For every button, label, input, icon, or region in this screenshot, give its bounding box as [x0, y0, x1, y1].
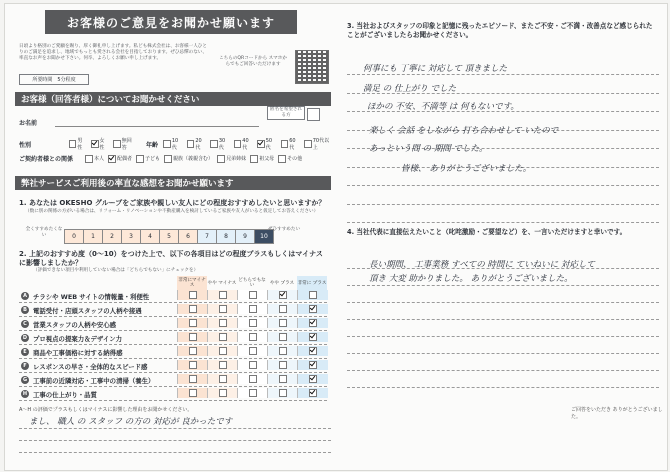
relation-checkbox-1[interactable]	[108, 155, 116, 163]
rating-checkbox[interactable]	[279, 305, 287, 313]
rating-checkbox[interactable]	[219, 333, 227, 341]
gender-label: 性別	[19, 141, 32, 149]
rating-checkbox[interactable]	[219, 375, 227, 383]
rating-checkbox[interactable]	[279, 333, 287, 341]
row-divider	[19, 386, 327, 387]
gender-checkbox-2[interactable]	[113, 140, 121, 148]
age-option[interactable]	[210, 138, 229, 151]
q4-text: 4. 当社代表に直接伝えたいこと（叱咤激励・ご要望など）を、一言いただけますと幸いです。	[347, 228, 627, 236]
rating-cell	[237, 318, 268, 328]
relation-checkbox-3[interactable]	[164, 155, 172, 163]
q1-scale	[65, 229, 274, 244]
relation-row	[19, 154, 306, 163]
item-letter-badge: B	[21, 306, 29, 314]
rating-checkbox[interactable]	[249, 319, 257, 327]
answer-line	[347, 204, 659, 205]
item-letter-badge: D	[22, 335, 28, 341]
q1-text: 1. あなたは OKESHO グループをご家族や親しい友人にどの程度おすすめしたいと思いますか？	[19, 199, 326, 207]
rating-checkbox[interactable]	[189, 389, 197, 397]
rating-checkbox[interactable]	[219, 361, 227, 369]
rating-cell	[267, 318, 298, 328]
age-option-label: 10代	[171, 137, 179, 151]
scale-cell-10[interactable]: 10	[254, 229, 274, 244]
q2-note: A〜H の評価でプラスもしくはマイナスに影響した理由をお聞かせください。	[19, 407, 193, 413]
q3-handwritten-line: あっという間 の 期間 でした。	[369, 144, 488, 154]
relation-option-label: 親族（義親含む）	[173, 156, 214, 162]
header-neutral: どちらでもない	[238, 278, 266, 288]
item-label: 工事前の近隣対応・工事中の清掃（養生）	[33, 376, 155, 385]
age-option-label: 40代	[242, 137, 249, 151]
rating-item-f	[21, 361, 147, 371]
item-letter-badge: H	[22, 391, 28, 397]
rating-cell	[297, 318, 328, 328]
rating-checkbox[interactable]	[219, 305, 227, 313]
relation-option[interactable]	[278, 155, 302, 163]
rating-cell	[267, 304, 298, 314]
relation-option-label: 配偶者	[117, 156, 133, 162]
relation-option[interactable]	[250, 155, 274, 163]
relation-option-label: その他	[287, 156, 303, 162]
item-label: 工事の仕上がり・品質	[33, 390, 97, 399]
header-plus: やや プラス	[269, 280, 295, 286]
age-checkbox-6[interactable]	[304, 140, 312, 148]
rating-cell	[237, 388, 268, 398]
rating-item-c	[21, 319, 116, 329]
q4-handwritten-line: 頂き 大変 助かりました。 ありがとうございました。	[369, 274, 573, 284]
rating-checkbox[interactable]	[309, 361, 317, 369]
rating-checkbox[interactable]	[189, 319, 197, 327]
q3-text: 3. 当社およびスタッフの印象と記憶に残ったエピソード、またご不安・ご不満・改善点など感じられたことがございましたらお聞かせください。	[347, 22, 653, 39]
answer-line	[347, 222, 659, 223]
qr-caption: こちらのQRコードから スマホからでもご回答いただけます	[219, 56, 287, 68]
row-divider	[19, 400, 327, 401]
rating-checkbox[interactable]	[189, 347, 197, 355]
rating-checkbox[interactable]	[249, 361, 257, 369]
item-letter-badge: E	[21, 348, 29, 356]
left-column	[5, 4, 337, 470]
q3-handwritten-line: 満足 の 仕上がり でした	[363, 84, 457, 94]
answer-line	[347, 370, 659, 371]
item-label: 営業スタッフの人柄や安心感	[33, 320, 117, 329]
item-letter-badge: C	[21, 320, 29, 328]
relation-option[interactable]	[164, 155, 213, 163]
rating-checkbox[interactable]	[219, 389, 227, 397]
rating-item-b	[21, 305, 142, 315]
age-option[interactable]	[257, 138, 276, 151]
rating-checkbox[interactable]	[279, 375, 287, 383]
header-very-plus: 非常に プラス	[297, 276, 327, 290]
answer-line	[347, 285, 659, 286]
relation-option[interactable]	[85, 155, 104, 163]
relation-option[interactable]	[136, 155, 160, 163]
scale-cell-7[interactable]: 7	[197, 229, 217, 244]
rating-cell	[207, 318, 238, 328]
gender-option-label: 男性	[77, 138, 83, 151]
header-very-minus: 非常にマイナス	[178, 278, 206, 288]
rating-checkbox[interactable]	[189, 375, 197, 383]
scale-cell-6[interactable]: 6	[178, 229, 198, 244]
scale-cell-8[interactable]: 8	[216, 229, 236, 244]
gender-option-label: 無回答	[121, 138, 132, 151]
rating-cell	[237, 360, 268, 370]
gender-row	[19, 137, 337, 151]
age-option-label: 60代	[289, 137, 296, 151]
answer-line	[347, 302, 659, 303]
age-option-label: 70代以上	[312, 138, 330, 151]
age-option[interactable]	[234, 138, 253, 151]
rating-checkbox[interactable]	[309, 347, 317, 355]
name-label: お名前	[19, 120, 38, 127]
row-divider	[19, 344, 327, 345]
age-label: 年齢	[145, 141, 158, 149]
answer-line	[19, 452, 331, 453]
age-option[interactable]	[304, 137, 333, 151]
rating-checkbox[interactable]	[219, 319, 227, 327]
relation-option-label: 本人	[94, 156, 105, 162]
row-divider	[19, 302, 327, 303]
intro-text: 日頃より格別のご愛顧を賜り、厚く御礼申し上げます。私ども株式会社は、お客様一人ひとりのご満足を追求し、地域でもっとも愛される会社を目指しております。ぜひ忌憚のない、率直なお声をお聞かせ下さい。何卒、よろしくお願い申し上げます。	[19, 44, 207, 62]
q4-handwritten-line: 長い期間、 工事業務 すべての 時間に ていねいに 対応して	[369, 260, 595, 270]
rating-cell	[237, 332, 268, 342]
age-checkbox-3[interactable]	[234, 140, 242, 148]
rating-checkbox[interactable]	[249, 375, 257, 383]
rating-cell	[177, 332, 208, 342]
age-checkbox-1[interactable]	[187, 140, 195, 148]
answer-line	[347, 336, 659, 337]
q2-text: 2. 上記のおすすめ度（0〜10）をつけた上で、以下の各項目はどの程度プラスもしくはマイナスに影響しましたか？	[19, 250, 323, 267]
answer-line	[347, 319, 659, 320]
q3-handwritten-line: 皆様、 ありがとうございました。	[401, 164, 532, 174]
page-title: お客様のご意見をお聞かせ願います	[45, 10, 297, 34]
rating-checkbox[interactable]	[279, 291, 287, 299]
item-label: チラシや WEB サイトの情報量・利便性	[33, 292, 150, 301]
scale-cell-9[interactable]: 9	[235, 229, 255, 244]
scale-cell-1[interactable]: 1	[83, 229, 103, 244]
rating-cell	[207, 360, 238, 370]
rating-checkbox[interactable]	[309, 305, 317, 313]
rating-cell	[207, 332, 238, 342]
rating-cell	[177, 318, 208, 328]
rating-checkbox[interactable]	[219, 291, 227, 299]
rating-cell	[207, 290, 238, 300]
answer-line	[347, 74, 659, 75]
q1-low-label: 全くすすめたくない	[25, 227, 63, 239]
rating-cell	[177, 360, 208, 370]
rating-cell	[297, 388, 328, 398]
rating-cell	[177, 290, 208, 300]
row-divider	[19, 316, 327, 317]
row-divider	[19, 372, 327, 373]
answer-line	[19, 440, 331, 441]
q1-high-label: ぜひすすめたい	[267, 227, 301, 232]
time-badge: 所要時間 5分程度	[19, 74, 89, 85]
item-label: プロ視点の提案力＆デザイン力	[33, 334, 123, 343]
relation-option-label: 子ども	[145, 156, 161, 162]
scale-cell-3[interactable]: 3	[121, 229, 141, 244]
gender-option-label: 女性	[99, 138, 105, 151]
rating-item-d	[21, 333, 122, 343]
rating-item-a	[21, 291, 149, 301]
rating-cell	[237, 374, 268, 384]
relation-option[interactable]	[108, 155, 132, 163]
answer-line	[347, 353, 659, 354]
rating-cell	[177, 374, 208, 384]
right-column	[339, 4, 667, 470]
rating-checkbox[interactable]	[189, 305, 197, 313]
header-minus: やや マイナス	[207, 280, 237, 286]
rating-checkbox[interactable]	[249, 305, 257, 313]
rating-cell	[207, 374, 238, 384]
rating-cell	[267, 346, 298, 356]
rating-item-h	[21, 389, 97, 399]
row-divider	[19, 330, 327, 331]
relation-label: ご契約者様との関係	[19, 156, 74, 163]
rating-checkbox[interactable]	[279, 319, 287, 327]
rating-checkbox[interactable]	[279, 389, 287, 397]
rating-cell	[267, 332, 298, 342]
rating-cell	[267, 388, 298, 398]
rating-cell	[207, 346, 238, 356]
rating-cell	[297, 290, 328, 300]
survey-sheet	[4, 3, 668, 471]
rating-cell	[237, 346, 268, 356]
rating-checkbox[interactable]	[249, 291, 257, 299]
age-checkbox-0[interactable]	[163, 140, 171, 148]
age-checkbox-5[interactable]	[281, 140, 289, 148]
rating-checkbox[interactable]	[309, 291, 317, 299]
rating-checkbox[interactable]	[309, 333, 317, 341]
rating-checkbox[interactable]	[279, 347, 287, 355]
rating-cell	[207, 388, 238, 398]
answer-line	[347, 387, 659, 388]
item-label: レスポンスの早さ・全体的なスピード感	[33, 362, 148, 371]
relation-checkbox-5[interactable]	[250, 155, 258, 163]
rating-checkbox[interactable]	[309, 389, 317, 397]
age-option-label: 20代	[195, 137, 202, 151]
rating-checkbox[interactable]	[189, 361, 197, 369]
rating-checkbox[interactable]	[189, 291, 197, 299]
item-label: 電話受付・店頭スタッフの人柄や接遇	[33, 306, 142, 315]
rating-cell	[177, 388, 208, 398]
age-option-label: 30代	[218, 137, 226, 151]
rating-cell	[267, 290, 298, 300]
qr-code-icon[interactable]	[295, 50, 329, 84]
rating-checkbox[interactable]	[279, 361, 287, 369]
item-label: 商品や工事価格に対する納得感	[33, 348, 123, 357]
rating-cell	[267, 360, 298, 370]
relation-option-label: 祖父母	[259, 156, 275, 162]
rating-cell	[297, 304, 328, 314]
q3-handwritten-line: 何事にも 丁寧に 対応して 頂きました	[363, 64, 508, 74]
relation-checkbox-0[interactable]	[85, 155, 93, 163]
customer-section-bar: お客様（回答者様）についてお聞かせください	[15, 92, 331, 106]
rating-cell	[207, 304, 238, 314]
scale-cell-2[interactable]: 2	[102, 229, 122, 244]
relation-checkbox-6[interactable]	[278, 155, 286, 163]
rating-cell	[237, 290, 268, 300]
rating-cell	[237, 304, 268, 314]
answer-line	[347, 185, 659, 186]
item-letter-badge: A	[21, 292, 29, 300]
rating-item-e	[21, 347, 122, 357]
name-field[interactable]	[55, 126, 259, 127]
rating-cell	[297, 374, 328, 384]
relation-option-label: 兄弟姉妹	[226, 156, 247, 162]
age-option[interactable]	[281, 138, 300, 151]
q1-subtext: （数に別の関係の方がいる場合は、リフォーム・リノベーションや不動産購入を検討しているご家族や友人がいると仮定してお答えください）	[25, 209, 319, 214]
answer-line	[19, 428, 331, 429]
row-divider	[19, 358, 327, 359]
q2-answer: まし、 職人 の スタッフ の方の 対応が 良かったです	[29, 417, 233, 427]
anon-checkbox[interactable]	[307, 108, 320, 121]
rating-cell	[177, 346, 208, 356]
gender-option[interactable]	[69, 137, 87, 151]
q2-subtext: （評価できない項目や利用していない場合は「どちらでもない」にチェックを）	[33, 268, 199, 273]
rating-cell	[177, 304, 208, 314]
scale-cell-0[interactable]: 0	[64, 229, 84, 244]
age-checkbox-2[interactable]	[210, 140, 218, 148]
scale-cell-4[interactable]: 4	[140, 229, 160, 244]
rating-item-g	[21, 375, 154, 385]
item-letter-badge: G	[22, 377, 28, 383]
rating-cell	[297, 346, 328, 356]
rating-checkbox[interactable]	[249, 347, 257, 355]
rating-checkbox[interactable]	[219, 347, 227, 355]
service-section-bar: 弊社サービスご利用後の率直な感想をお聞かせ願います	[15, 176, 331, 190]
relation-checkbox-2[interactable]	[136, 155, 144, 163]
item-letter-badge: F	[21, 362, 29, 370]
age-option[interactable]	[187, 138, 206, 151]
rating-cell	[297, 332, 328, 342]
thanks-text: ご回答をいただき ありがとうございました。	[571, 407, 663, 420]
age-option-label: 50代	[265, 137, 273, 151]
rating-checkbox[interactable]	[309, 319, 317, 327]
q3-handwritten-line: ほかの 不安、不満等 は 何もないです。	[367, 102, 519, 112]
relation-checkbox-4[interactable]	[217, 155, 225, 163]
gender-option[interactable]	[113, 137, 136, 151]
rating-cell	[267, 374, 298, 384]
rating-checkbox[interactable]	[249, 389, 257, 397]
anon-label: 匿名を希望される方	[267, 106, 305, 120]
gender-checkbox-0[interactable]	[69, 140, 77, 148]
scale-cell-5[interactable]: 5	[159, 229, 179, 244]
age-option[interactable]	[163, 138, 182, 151]
q3-handwritten-line: 楽しく 会話 をしながら 打ち合わせして いたので	[369, 126, 559, 136]
age-checkbox-4[interactable]	[257, 140, 265, 148]
gender-checkbox-1[interactable]	[91, 140, 99, 148]
relation-option[interactable]	[217, 155, 246, 163]
gender-option[interactable]	[91, 137, 109, 151]
rating-checkbox[interactable]	[189, 333, 197, 341]
rating-checkbox[interactable]	[249, 333, 257, 341]
rating-checkbox[interactable]	[309, 375, 317, 383]
rating-cell	[297, 360, 328, 370]
